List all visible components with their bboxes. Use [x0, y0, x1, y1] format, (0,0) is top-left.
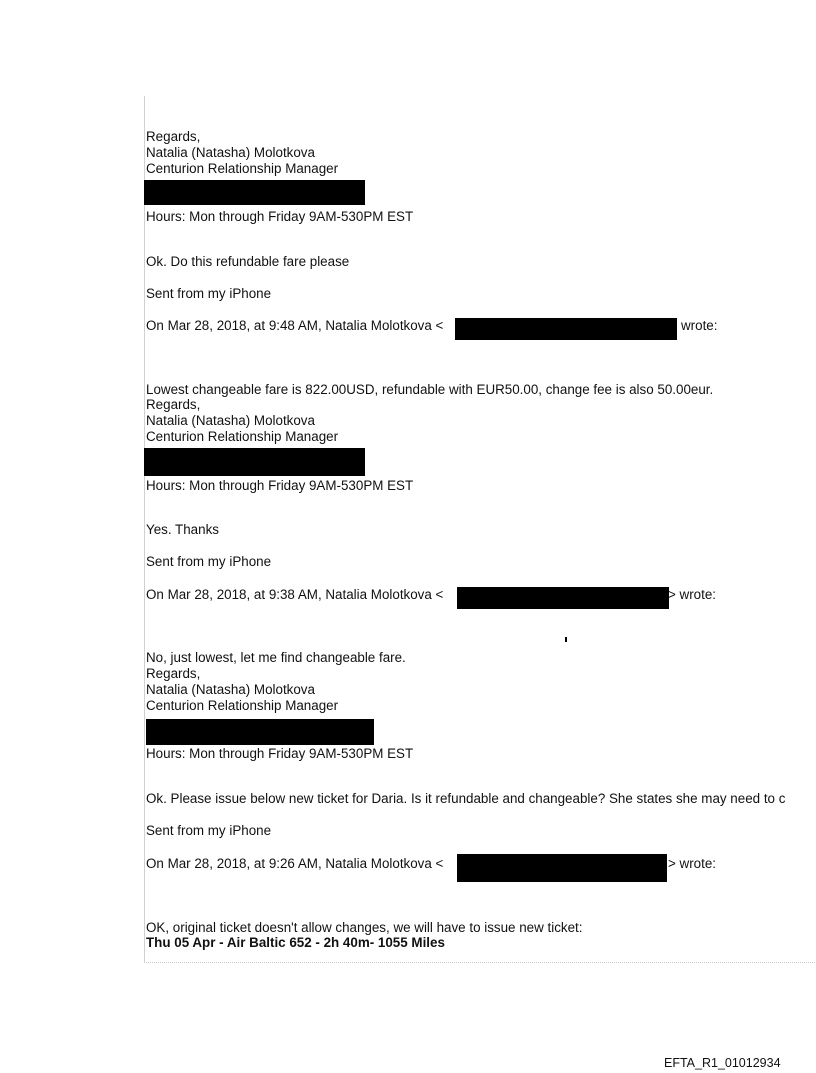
- quote-header-suffix: > wrote:: [668, 587, 717, 602]
- message-text: OK, original ticket doesn't allow changes, we will have to issue new ticket:: [146, 920, 583, 935]
- signature-hours: Hours: Mon through Friday 9AM-530PM EST: [146, 478, 414, 493]
- quote-header-prefix: On Mar 28, 2018, at 9:26 AM, Natalia Molotkova <: [146, 856, 444, 871]
- sent-from-line: Sent from my iPhone: [146, 286, 272, 301]
- signature-name: Natalia (Natasha) Molotkova: [146, 682, 315, 697]
- redaction-block: [455, 318, 677, 340]
- quote-header-suffix: > wrote:: [668, 856, 717, 871]
- signature-name: Natalia (Natasha) Molotkova: [146, 413, 315, 428]
- signature-hours: Hours: Mon through Friday 9AM-530PM EST: [146, 746, 414, 761]
- scan-mark: [565, 637, 567, 642]
- document-id: EFTA_R1_01012934: [664, 1056, 781, 1070]
- message-text: Ok. Please issue below new ticket for Daria. Is it refundable and changeable? She states she may need to c: [146, 791, 786, 806]
- sent-from-line: Sent from my iPhone: [146, 823, 272, 838]
- redaction-block: [457, 854, 667, 882]
- flight-details: Thu 05 Apr - Air Baltic 652 - 2h 40m- 1055 Miles: [146, 935, 445, 950]
- signature-regards: Regards,: [146, 666, 201, 681]
- quote-header-prefix: On Mar 28, 2018, at 9:38 AM, Natalia Molotkova <: [146, 587, 444, 602]
- message-text: Ok. Do this refundable fare please: [146, 254, 350, 269]
- quote-header-suffix: wrote:: [681, 318, 718, 333]
- signature-regards: Regards,: [146, 129, 201, 144]
- signature-role: Centurion Relationship Manager: [146, 161, 339, 176]
- signature-regards: Regards,: [146, 397, 201, 412]
- signature-role: Centurion Relationship Manager: [146, 429, 339, 444]
- redaction-block: [144, 180, 365, 205]
- sent-from-line: Sent from my iPhone: [146, 554, 272, 569]
- signature-hours: Hours: Mon through Friday 9AM-530PM EST: [146, 209, 414, 224]
- signature-name: Natalia (Natasha) Molotkova: [146, 145, 315, 160]
- message-text: Yes. Thanks: [146, 522, 219, 537]
- quote-header-prefix: On Mar 28, 2018, at 9:48 AM, Natalia Molotkova <: [146, 318, 444, 333]
- redaction-block: [144, 448, 365, 476]
- redaction-block: [457, 587, 669, 609]
- redaction-block: [146, 719, 374, 745]
- message-text: No, just lowest, let me find changeable fare.: [146, 650, 406, 665]
- signature-role: Centurion Relationship Manager: [146, 698, 339, 713]
- message-text: Lowest changeable fare is 822.00USD, refundable with EUR50.00, change fee is also 50.00eur.: [146, 382, 714, 397]
